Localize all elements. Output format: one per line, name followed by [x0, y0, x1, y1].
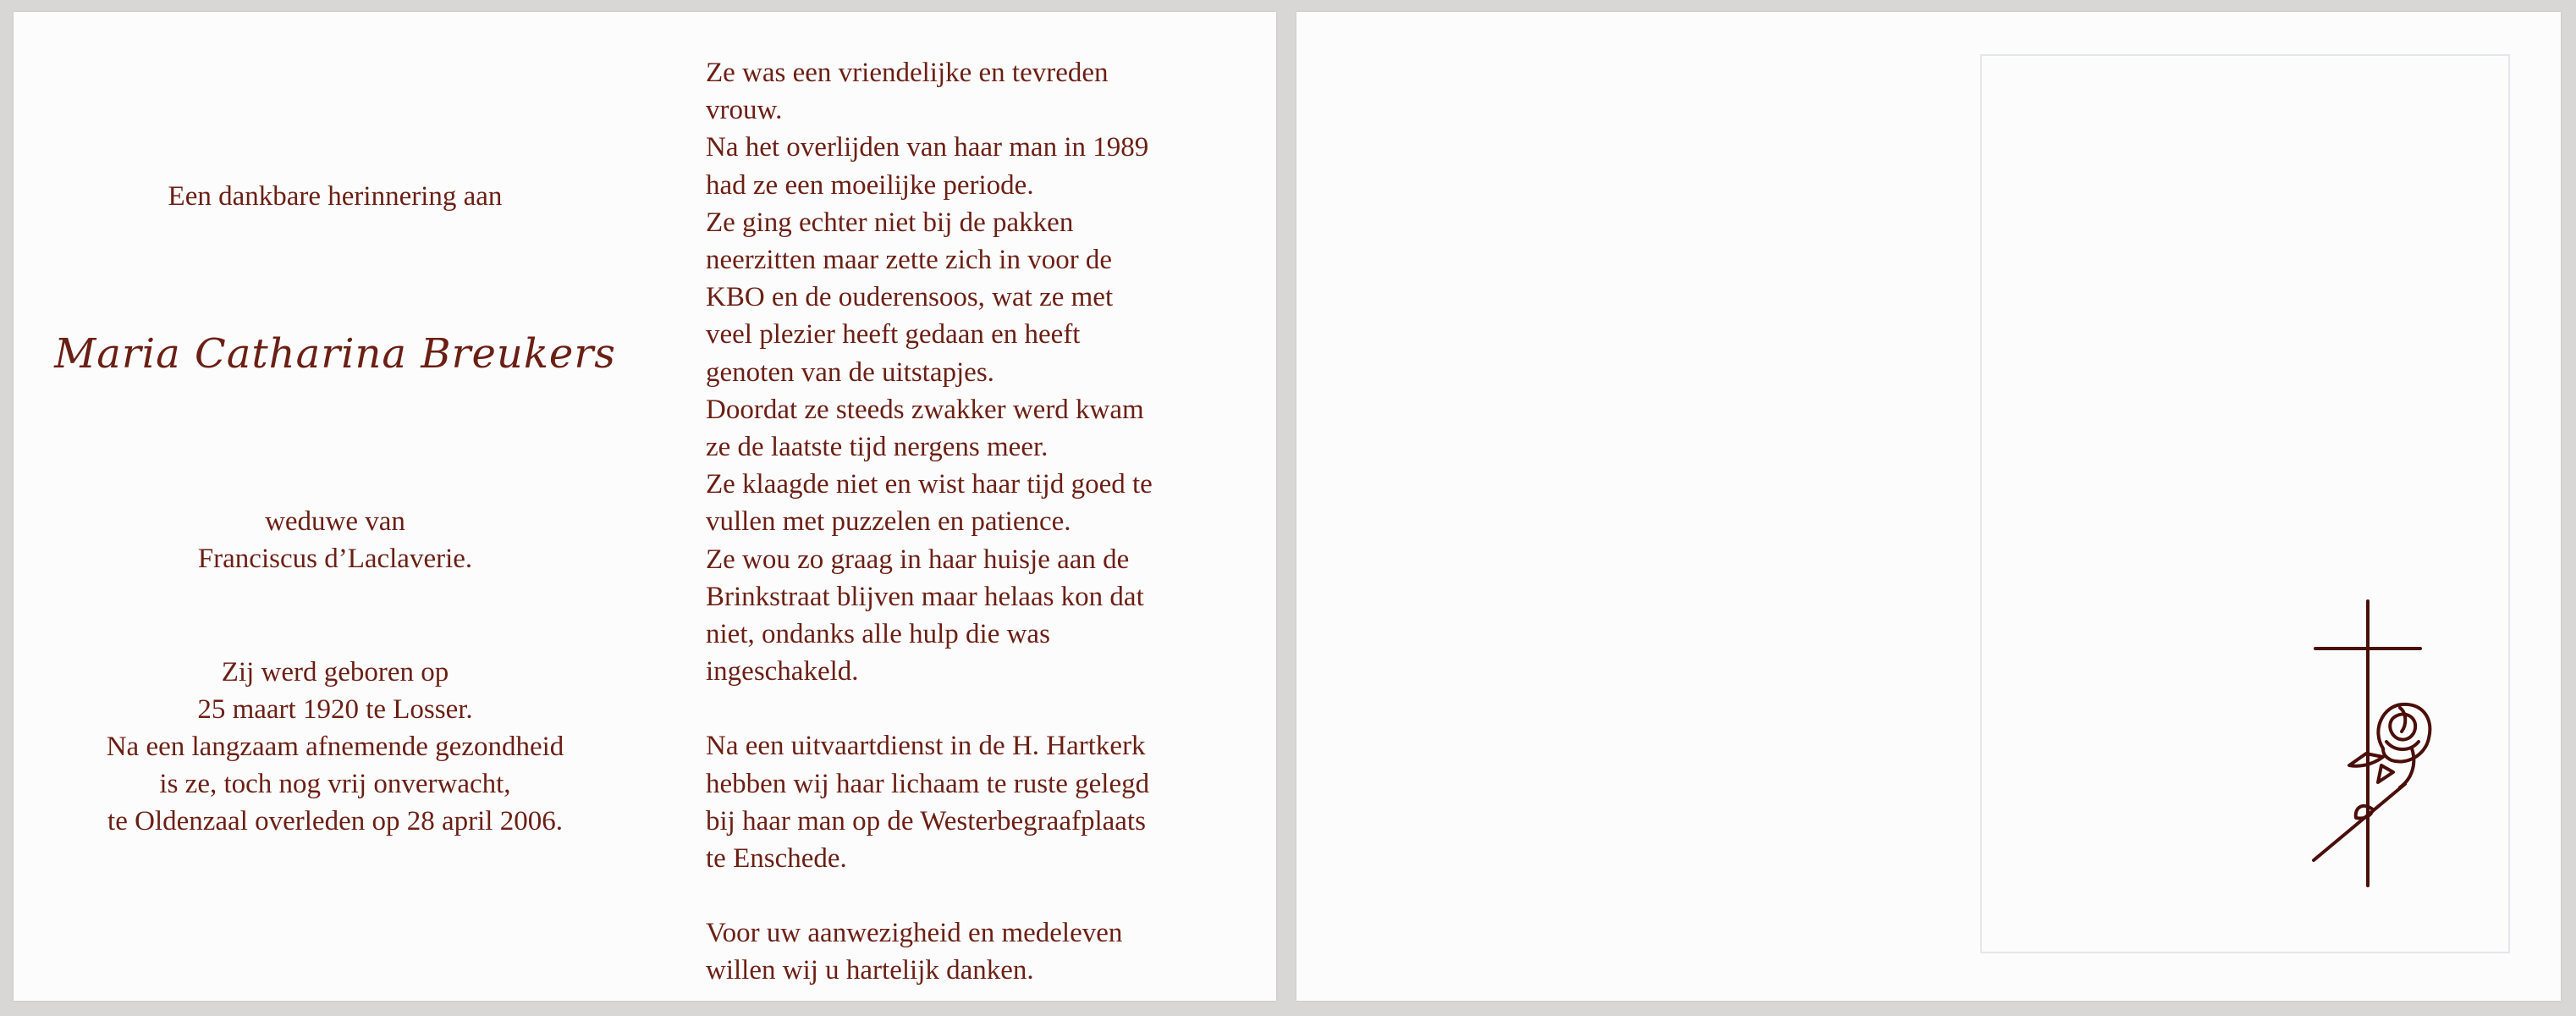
text-line: Ze ging echter niet bij de pakken — [706, 207, 1074, 238]
paragraph-thanks — [706, 914, 1264, 989]
text-line: Doordat ze steeds zwakker werd kwam — [706, 394, 1144, 425]
right-card-page — [1296, 12, 2561, 1001]
paragraph-funeral — [706, 727, 1264, 877]
intro-text: Een dankbare herinnering aan — [168, 181, 503, 212]
text-line: Ze was een vriendelijke en tevreden — [706, 58, 1109, 88]
text-line: neerzitten maar zette zich in voor de — [706, 245, 1113, 276]
text-line: Brinkstraat blijven maar helaas kon dat — [706, 581, 1144, 612]
widow-line: weduwe van — [265, 506, 405, 537]
birth-date-line: 25 maart 1920 te Losser. — [197, 694, 473, 725]
memorial-text-column — [706, 54, 1264, 990]
left-card-page — [14, 12, 1276, 1001]
spouse-name: Franciscus d’Laclaverie. — [197, 544, 473, 574]
text-line: Ze klaagde niet en wist haar tijd goed te — [706, 469, 1153, 500]
text-line: vullen met puzzelen en patience. — [706, 506, 1071, 538]
health-line: Na een langzaam afnemende gezondheid — [106, 732, 564, 762]
text-line: genoten van de uitstapjes. — [706, 356, 994, 388]
text-line: ingeschakeld. — [706, 656, 859, 687]
birth-death-block — [14, 654, 657, 840]
text-line: Na het overlijden van haar man in 1989 — [706, 132, 1149, 163]
text-line: hebben wij haar lichaam te ruste gelegd — [706, 768, 1150, 799]
text-line: KBO en de ouderensoos, wat ze met — [706, 282, 1114, 313]
paragraph-spacer — [706, 690, 1264, 727]
death-date-line: te Oldenzaal overleden op 28 april 2006. — [107, 806, 563, 837]
text-line: te Enschede. — [706, 843, 847, 875]
text-line: Voor uw aanwezigheid en medeleven — [706, 918, 1123, 949]
widow-block — [14, 503, 657, 577]
text-line: willen wij u hartelijk danken. — [706, 955, 1034, 986]
cross-with-rose-icon — [2312, 598, 2464, 890]
text-line: veel plezier heeft gedaan en heeft — [706, 319, 1081, 351]
paragraph-spacer — [706, 877, 1264, 914]
text-line: niet, ondanks alle hulp die was — [706, 619, 1050, 650]
unexpected-line: is ze, toch nog vrij onverwacht, — [159, 769, 511, 799]
text-line: Ze wou zo graag in haar huisje aan de — [706, 544, 1130, 575]
text-line: Na een uitvaartdienst in de H. Hartkerk — [706, 731, 1146, 762]
text-line: vrouw. — [706, 95, 783, 126]
text-line: had ze een moeilijke periode. — [706, 169, 1034, 201]
text-line: ze de laatste tijd nergens meer. — [706, 432, 1049, 463]
birth-line: Zij werd geboren op — [221, 657, 449, 687]
deceased-name: Maria Catharina Breukers — [54, 330, 616, 378]
text-line: bij haar man op de Westerbegraafplaats — [706, 805, 1146, 837]
paragraph-life — [706, 54, 1264, 690]
